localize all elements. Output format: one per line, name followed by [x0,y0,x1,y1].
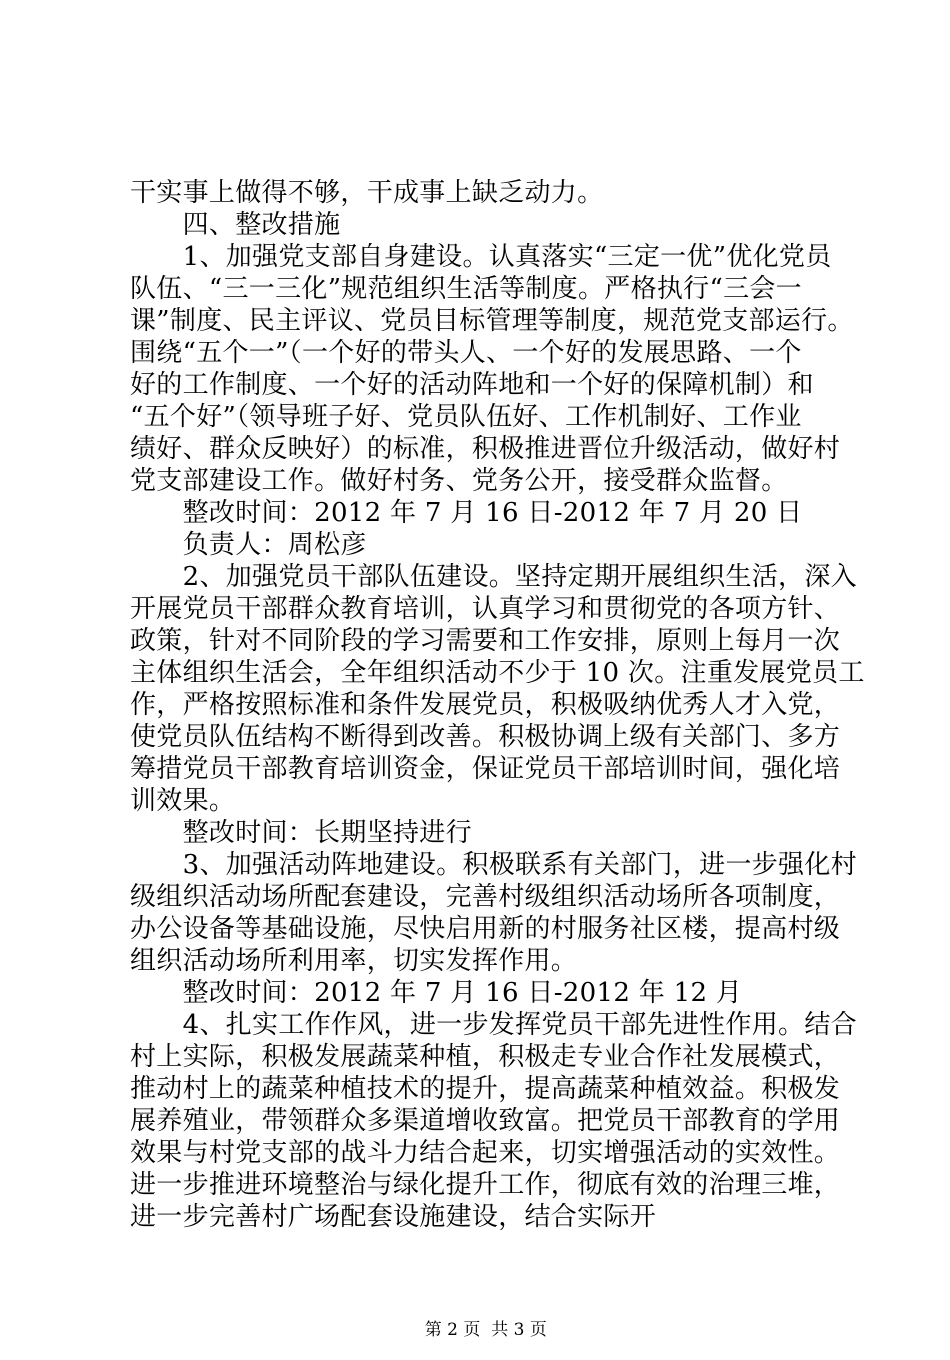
text-line: 负责人：周松彦 [130,530,367,560]
text-line: 整改时间：长期坚持进行 [130,818,472,848]
text-line: 使党员队伍结构不断得到改善。积极协调上级有关部门、多方 [130,722,841,752]
text-line: 3、加强活动阵地建设。积极联系有关部门，进一步强化村 [130,850,857,880]
page-number-label: 第 2 页 共 3 页 [424,1320,547,1340]
text-line: 级组织活动场所配套建设，完善村级组织活动场所各项制度， [130,882,841,912]
text-line: 围绕“五个一”（一个好的带头人、一个好的发展思路、一个 [130,338,802,368]
document-body [130,177,865,1233]
text-line: “五个好”（领导班子好、党员队伍好、工作机制好、工作业 [130,402,802,432]
text-line: 效果与村党支部的战斗力结合起来，切实增强活动的实效性。 [130,1138,841,1168]
text-line: 党支部建设工作。做好村务、党务公开，接受群众监督。 [130,466,788,496]
text-line: 队伍、“三一三化”规范组织生活等制度。严格执行“三会一 [130,274,802,304]
text-line: 作，严格按照标准和条件发展党员，积极吸纳优秀人才入党， [130,690,841,720]
text-line: 进一步推进环境整治与绿化提升工作，彻底有效的治理三堆， [130,1170,841,1200]
text-line: 推动村上的蔬菜种植技术的提升，提高蔬菜种植效益。积极发 [130,1074,841,1104]
text-line: 政策，针对不同阶段的学习需要和工作安排，原则上每月一次 [130,626,841,656]
text-line: 主体组织生活会，全年组织活动不少于 10 次。注重发展党员工 [130,658,865,688]
text-line: 绩好、群众反映好）的标准，积极推进晋位升级活动，做好村 [130,434,841,464]
text-line: 4、扎实工作作风，进一步发挥党员干部先进性作用。结合 [130,1010,857,1040]
text-line: 2、加强党员干部队伍建设。坚持定期开展组织生活，深入 [130,562,857,592]
text-line: 村上实际，积极发展蔬菜种植，积极走专业合作社发展模式， [130,1042,841,1072]
section-heading: 四、整改措施 [130,210,341,240]
text-line: 展养殖业，带领群众多渠道增收致富。把党员干部教育的学用 [130,1106,841,1136]
text-line: 1、加强党支部自身建设。认真落实“三定一优”优化党员 [130,242,832,272]
text-line: 训效果。 [130,786,236,816]
text-line: 进一步完善村广场配套设施建设，结合实际开 [130,1202,657,1232]
text-line: 筹措党员干部教育培训资金，保证党员干部培训时间，强化培 [130,754,841,784]
text-line: 整改时间：2012 年 7 月 16 日-2012 年 12 月 [130,978,743,1008]
text-line: 好的工作制度、一个好的活动阵地和一个好的保障机制）和 [130,370,814,400]
text-line: 干实事上做得不够，干成事上缺乏动力。 [130,178,604,208]
page-footer [0,1300,950,1360]
text-line: 开展党员干部群众教育培训，认真学习和贯彻党的各项方针、 [130,594,841,624]
text-line: 整改时间：2012 年 7 月 16 日-2012 年 7 月 20 日 [130,498,803,528]
text-line: 办公设备等基础设施，尽快启用新的村服务社区楼，提高村级 [130,914,841,944]
text-line: 组织活动场所利用率，切实发挥作用。 [130,946,578,976]
text-line: 课”制度、民主评议、党员目标管理等制度，规范党支部运行。 [130,306,854,336]
